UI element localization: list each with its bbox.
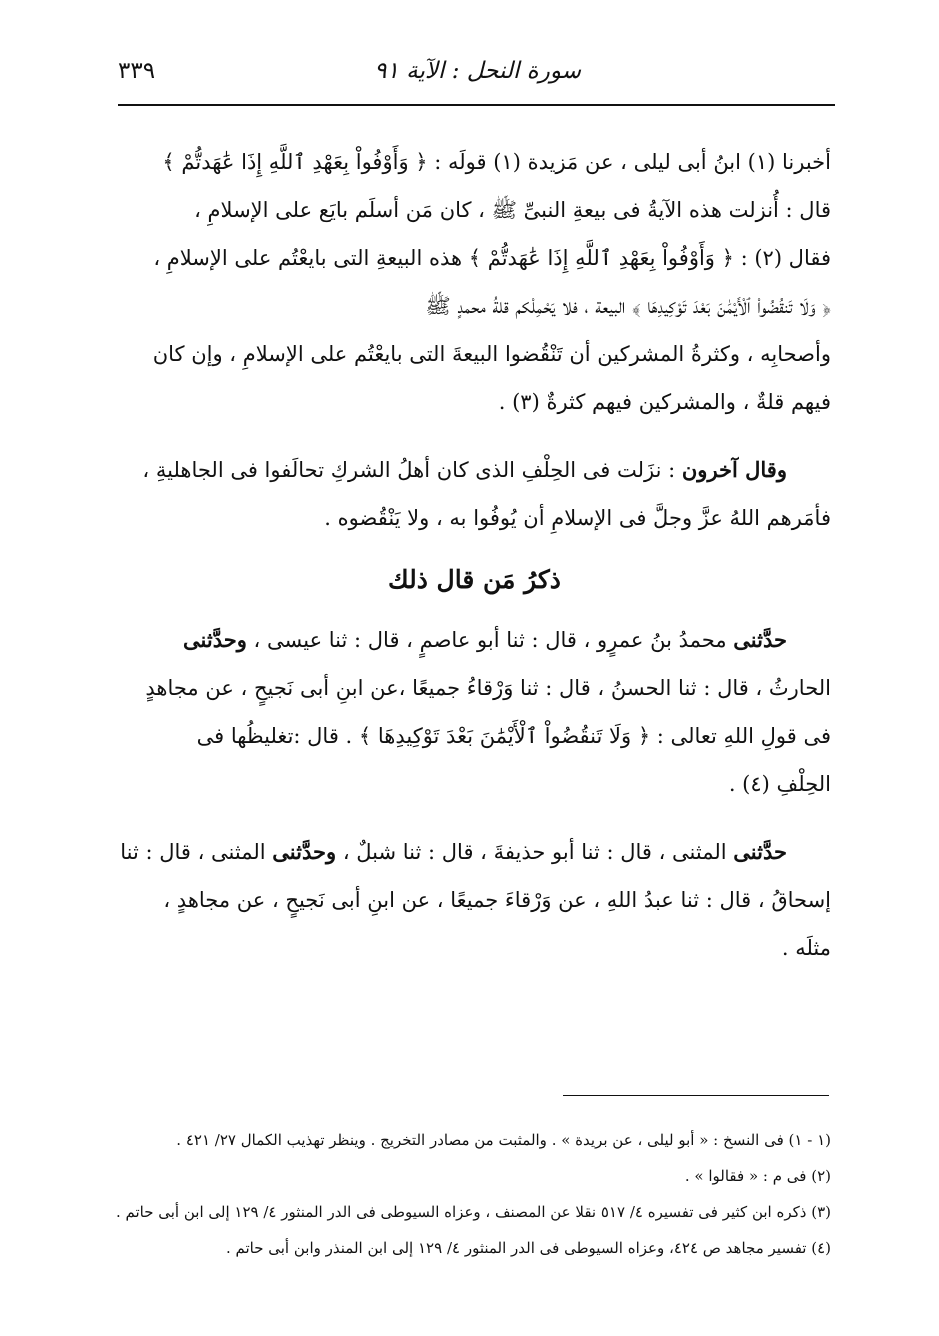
text-line	[118, 828, 831, 876]
text-line: فى قولِ اللهِ تعالى : ﴿ وَلَا تَنقُضُواْ ٱلْأَيْمَٰنَ بَعْدَ تَوْكِيدِهَا ﴾ . قال :تغليظُها فى	[196, 724, 831, 748]
text-line: مثلَه .	[781, 936, 831, 960]
paragraph-3	[118, 616, 831, 808]
bold-phrase: وحدَّثنى	[272, 839, 337, 864]
footnote: (١ - ١) فى النسخ : « أبو ليلى ، عن بريدة » . والمثبت من مصادر التخريج . وينظر تهذيب الكمال ٢٧/ ٤٢١ .	[176, 1131, 831, 1149]
text-span: المثنى ، قال : ثنا	[120, 840, 266, 864]
footnotes	[115, 1122, 831, 1266]
text-line: فقال (٢) : ﴿ وَأَوْفُواْ بِعَهْدِ ٱللَّهِ إِذَا عَٰهَدتُّمْ ﴾ هذه البيعةِ التى بايعْتُم على الإسلامِ ،	[153, 246, 831, 270]
text-line: الحِلْفِ (٤) .	[728, 772, 831, 796]
main-text	[118, 138, 831, 972]
footnote: (٤) تفسير مجاهد ص ٤٢٤، وعزاه السيوطى فى الدر المنثور ٤/ ١٢٩ إلى ابن المنذر وابن أبى حاتم .	[225, 1239, 831, 1257]
bold-phrase: حدَّثنى	[733, 839, 787, 864]
page-number: ٣٣٩	[118, 58, 156, 84]
text-span: محمدُ بنُ عمرٍو ، قال : ثنا أبو عاصمٍ ، قال : ثنا عيسى ،	[253, 628, 727, 652]
text-line: فيهم قلةٌ ، والمشركين فيهم كثرةٌ (٣) .	[498, 390, 831, 414]
footnote: (٣) ذكره ابن كثير فى تفسيره ٤/ ٥١٧ نقلا عن المصنف ، وعزاه السيوطى فى الدر المنثور ٤/ ١٢٩ إلى ابن أبى حاتم .	[115, 1203, 831, 1221]
text-line: وأصحابِه ، وكثرةُ المشركين أن تَنْقُضوا البيعةَ التى بايعْتُم على الإسلامِ ، وإن كان	[152, 342, 831, 366]
paragraph-2	[118, 446, 831, 542]
paragraph-4	[118, 828, 831, 972]
text-line: إسحاقُ ، قال : ثنا عبدُ اللهِ ، عن وَرْقاءَ جميعًا ، عن ابنِ أبى نَجيحٍ ، عن مجاهدٍ ،	[163, 888, 831, 912]
text-line: فأمَرهم اللهُ عزَّ وجلَّ فى الإسلامِ أن يُوفُوا به ، ولا يَنْقُضوه .	[324, 506, 831, 530]
bold-phrase: وحدَّثنى	[183, 627, 247, 652]
section-heading: ذكرُ مَن قال ذلك	[388, 565, 561, 594]
text-line: الحارثُ ، قال : ثنا الحسنُ ، قال : ثنا وَرْقاءُ جميعًا ،عن ابنِ أبى نَجيحٍ ، عن مجاهدٍ	[145, 676, 831, 700]
text-line: أخبرنا (١) ابنُ أبى ليلى ، عن مَزيدة (١) قولَه : ﴿ وَأَوْفُواْ بِعَهْدِ ٱللَّهِ إِذَا عَٰهَدتُّمْ ﴾	[162, 150, 831, 174]
text-line: قال : أُنزلت هذه الآيةُ فى بيعةِ النبىِّ ﷺ ، كان مَن أسلَم بايَع على الإسلامِ ،	[194, 198, 831, 222]
header-rule	[118, 104, 835, 106]
running-title: سورة النحل : الآية ٩١	[374, 58, 581, 84]
bold-phrase: وقال آخرون	[681, 457, 787, 482]
text-span: : نزَلت فى الحِلْفِ الذى كان أهلُ الشركِ تحالَفوا فى الجاهليةِ ،	[142, 458, 676, 482]
text-span: المثنى ، قال : ثنا أبو حذيفةَ ، قال : ثنا شبلٌ ،	[342, 840, 727, 864]
footnote: (٢) فى م : « فقالوا » .	[684, 1167, 831, 1185]
running-header	[118, 56, 831, 96]
paragraph-1	[118, 138, 831, 426]
paragraph-gap	[118, 808, 831, 828]
text-line	[118, 616, 831, 664]
text-line	[118, 446, 831, 494]
paragraph-gap	[118, 426, 831, 446]
bold-phrase: حدَّثنى	[733, 627, 787, 652]
footnote-separator	[563, 1095, 829, 1096]
text-line: ﴿ وَلَا تَنقُضُواْ ٱلْأَيْمَٰنَ بَعْدَ تَوْكِيدِهَا ﴾ البيعة ، فلا يَحْمِلْكم قلةُ محمدٍ ﷺ	[425, 294, 831, 318]
